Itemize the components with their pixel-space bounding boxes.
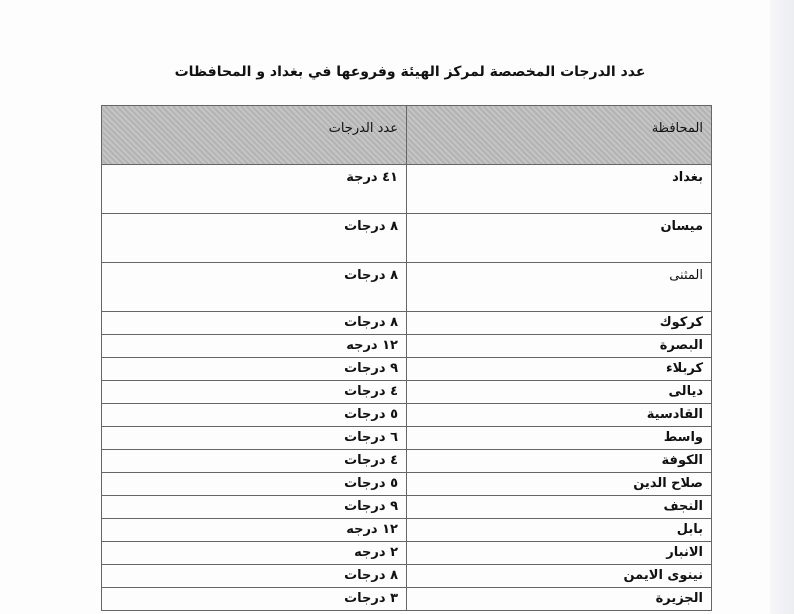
province-cell: نينوى الايمن bbox=[407, 565, 712, 588]
province-cell: واسط bbox=[407, 427, 712, 450]
page-edge bbox=[770, 0, 794, 614]
grades-cell: ٣ درجات bbox=[102, 588, 407, 611]
table-row bbox=[102, 358, 712, 381]
table-row bbox=[102, 542, 712, 565]
grades-cell: ٢ درجه bbox=[102, 542, 407, 565]
grades-cell: ٩ درجات bbox=[102, 358, 407, 381]
table-row bbox=[102, 588, 712, 611]
table-row bbox=[102, 165, 712, 214]
table-row bbox=[102, 404, 712, 427]
table-row bbox=[102, 496, 712, 519]
province-cell: الانبار bbox=[407, 542, 712, 565]
grades-cell: ١٢ درجه bbox=[102, 335, 407, 358]
table-row bbox=[102, 263, 712, 312]
province-cell: النجف bbox=[407, 496, 712, 519]
grades-cell: ٤ درجات bbox=[102, 450, 407, 473]
grades-cell: ٤ درجات bbox=[102, 381, 407, 404]
grades-cell: ٩ درجات bbox=[102, 496, 407, 519]
grades-cell: ٤١ درجة bbox=[102, 165, 407, 214]
grades-cell: ٨ درجات bbox=[102, 214, 407, 263]
province-cell: البصرة bbox=[407, 335, 712, 358]
province-cell: المثنى bbox=[407, 263, 712, 312]
table-row bbox=[102, 473, 712, 496]
grades-cell: ٨ درجات bbox=[102, 312, 407, 335]
grades-cell: ٥ درجات bbox=[102, 404, 407, 427]
grades-cell: ٦ درجات bbox=[102, 427, 407, 450]
grades-cell: ٥ درجات bbox=[102, 473, 407, 496]
table-row bbox=[102, 214, 712, 263]
table-header-row bbox=[102, 106, 712, 165]
province-cell: بابل bbox=[407, 519, 712, 542]
table-row bbox=[102, 565, 712, 588]
table-row bbox=[102, 312, 712, 335]
header-grades: عدد الدرجات bbox=[102, 106, 407, 165]
province-cell: الجزيرة bbox=[407, 588, 712, 611]
province-cell: القادسية bbox=[407, 404, 712, 427]
table-row bbox=[102, 427, 712, 450]
header-province: المحافظة bbox=[407, 106, 712, 165]
table-row bbox=[102, 450, 712, 473]
province-cell: بغداد bbox=[407, 165, 712, 214]
table-row bbox=[102, 381, 712, 404]
table-row bbox=[102, 519, 712, 542]
province-cell: صلاح الدين bbox=[407, 473, 712, 496]
grades-cell: ١٢ درجه bbox=[102, 519, 407, 542]
province-cell: الكوفة bbox=[407, 450, 712, 473]
province-cell: كربلاء bbox=[407, 358, 712, 381]
province-cell: ميسان bbox=[407, 214, 712, 263]
document-title: عدد الدرجات المخصصة لمركز الهيئة وفروعها في بغداد و المحافظات bbox=[174, 64, 646, 80]
grades-cell: ٨ درجات bbox=[102, 565, 407, 588]
grades-table bbox=[101, 105, 712, 611]
province-cell: كركوك bbox=[407, 312, 712, 335]
province-cell: ديالى bbox=[407, 381, 712, 404]
grades-cell: ٨ درجات bbox=[102, 263, 407, 312]
table-row bbox=[102, 335, 712, 358]
